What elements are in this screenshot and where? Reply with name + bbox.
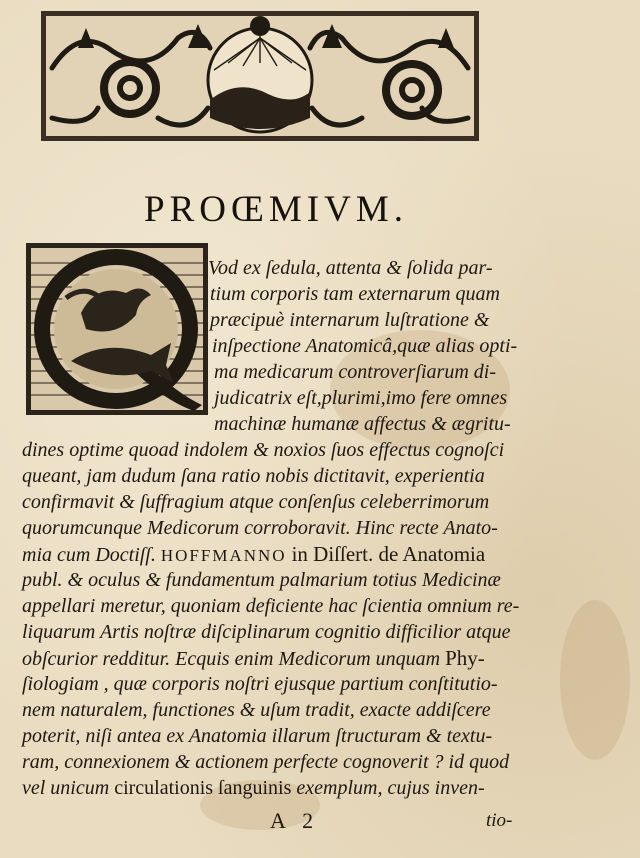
text-line: ram, connexionem & actionem perfecte cognoverit ? id quod (22, 751, 510, 773)
citation: in Diſſert. de Anatomia (291, 542, 486, 566)
signature-mark: A 2 (270, 808, 320, 833)
text-line (22, 567, 501, 593)
initial-letter-woodcut (26, 243, 208, 415)
text-line: præcipuè internarum luſtratione & (210, 309, 490, 331)
author-name: HOFFMANNO (160, 546, 287, 565)
text-line: liquarum Artis noſtræ diſciplinarum cognitio difficilior atque (22, 621, 511, 643)
catchword: tio- (486, 810, 513, 831)
text-line: poterit, niſi antea ex Anatomia illarum ſtructuram & textu- (22, 725, 493, 747)
text-line: inſpectione Anatomicâ,quæ alias opti- (212, 335, 518, 357)
section-heading: PROŒMIVM. (144, 189, 408, 230)
text-line (22, 645, 485, 672)
text-line: quorumcunque Medicorum corroboravit. Hinc recte Anato- (22, 517, 498, 539)
headpiece-woodcut (38, 8, 482, 144)
text-line: Vod ex ſedula, attenta & ſolida par- (208, 257, 493, 279)
text-line: ma medicarum controverſiarum di- (214, 361, 496, 383)
text-segment: exemplum, cujus inven- (296, 777, 485, 799)
paper-stain (560, 600, 630, 760)
text-line (22, 775, 485, 801)
text-line (22, 541, 485, 569)
text-line: appellari meretur, quoniam deficiente hac ſcientia omnium re- (22, 595, 520, 617)
initial-q-icon (26, 243, 208, 415)
text-line: queant, jam dudum ſana ratio nobis dictitavit, experientia (22, 465, 485, 487)
ornamental-headpiece (38, 8, 482, 144)
text-line: confirmavit & ſuffragium atque conſenſus celeberrimorum (22, 491, 490, 513)
text-line: dines optime quoad indolem & noxios ſuos effectus cognoſci (22, 439, 505, 461)
text-segment: vel unicum (22, 777, 110, 799)
text-segment: publ. & oculus & fundamentum palmarium totius Medicinæ (22, 569, 501, 591)
text-line: judicatrix eſt,plurimi,imo fere omnes (214, 387, 508, 409)
text-line: ſiologiam , quæ corporis noſtri ejusque partium conſtitutio- (22, 673, 498, 695)
roman-word: Phy- (445, 646, 485, 670)
text-line: tium corporis tam externarum quam (210, 283, 500, 305)
text-line: nem naturalem, functiones & uſum tradit, exacte addiſcere (22, 699, 491, 721)
text-line: machinæ humanæ affectus & ægritu- (214, 413, 511, 435)
text-segment: obſcurior redditur. Ecquis enim Medicorum unquam (22, 648, 441, 670)
text-segment: mia cum Doctiſſ. (22, 544, 156, 566)
roman-phrase: circulationis ſanguinis (114, 777, 292, 799)
